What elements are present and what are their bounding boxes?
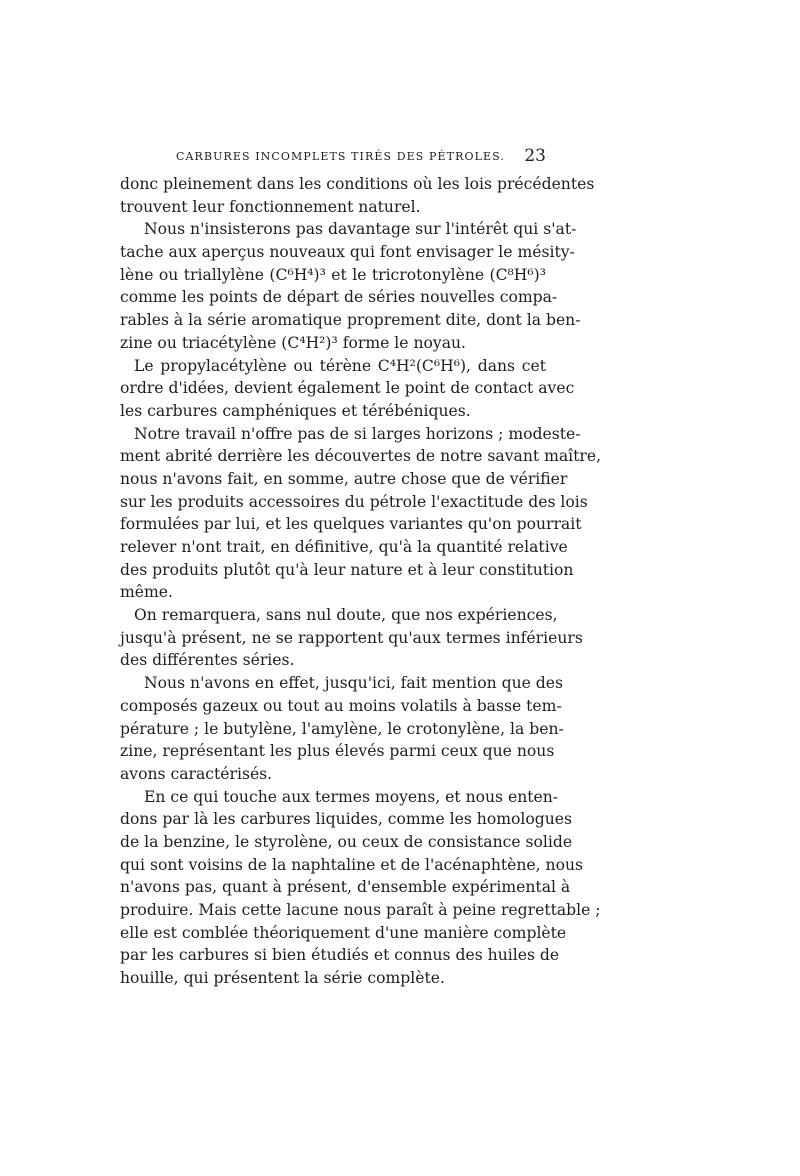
text-line: ment abrité derrière les découvertes de notre savant maître,: [120, 447, 602, 466]
text-line: Nous n'avons en effet, jusqu'ici, fait mention que des: [144, 674, 564, 693]
text-line: dons par là les carbures liquides, comme les homologues: [120, 810, 573, 829]
text-line: des produits plutôt qu'à leur nature et à leur constitution: [120, 560, 574, 579]
text-line: pérature ; le butylène, l'amylène, le crotonylène, la ben-: [120, 719, 564, 738]
text-line: rables à la série aromatique proprement dite, dont la ben-: [120, 311, 581, 330]
text-line: lène ou triallylène (C⁶H⁴)³ et le tricrotonylène (C⁸H⁶)³: [120, 265, 546, 284]
text-line: donc pleinement dans les conditions où les lois précédentes: [120, 175, 595, 193]
text-line: de la benzine, le styrolène, ou ceux de consistance solide: [120, 832, 573, 851]
text-line: composés gazeux ou tout au moins volatils à basse tem-: [120, 696, 562, 715]
text-line: Le propylacétylène ou térène C⁴H²(C⁶H⁶), dans cet: [134, 356, 546, 375]
text-line: houille, qui présentent la série complète.: [120, 969, 445, 988]
text-line: produire. Mais cette lacune nous paraît à peine regrettable ;: [120, 901, 601, 919]
text-line: On remarquera, sans nul doute, que nos expériences,: [134, 606, 558, 625]
text-line: trouvent leur fonctionnement naturel.: [120, 197, 421, 216]
text-line: elle est comblée théoriquement d'une manière complète: [120, 923, 567, 942]
text-line: des différentes séries.: [120, 651, 295, 670]
text-line: même.: [120, 583, 173, 602]
text-line: sur les produits accessoires du pétrole l'exactitude des lois: [120, 492, 588, 511]
running-head: CARBURES INCOMPLETS TIRÉS DES PÉTROLES.: [176, 150, 505, 163]
text-line: par les carbures si bien étudiés et connus des huiles de: [120, 946, 560, 965]
text-line: formulées par lui, et les quelques variantes qu'on pourrait: [120, 515, 582, 534]
text-line: nous n'avons fait, en somme, autre chose que de vérifier: [120, 469, 568, 488]
text-line: qui sont voisins de la naphtaline et de l'acénaphtène, nous: [120, 855, 584, 874]
text-line: comme les points de départ de séries nouvelles compa-: [120, 288, 558, 307]
text-line: ordre d'idées, devient également le point de contact avec: [120, 379, 575, 398]
page-number: 23: [524, 146, 546, 166]
text-line: En ce qui touche aux termes moyens, et nous enten-: [144, 787, 559, 806]
text-line: relever n'ont trait, en définitive, qu'à la quantité relative: [120, 538, 568, 556]
text-line: Notre travail n'offre pas de si larges horizons ; modeste-: [134, 424, 581, 443]
text-line: jusqu'à présent, ne se rapportent qu'aux termes inférieurs: [120, 628, 583, 647]
text-line: zine, représentant les plus élevés parmi ceux que nous: [120, 742, 555, 761]
text-line: zine ou triacétylène (C⁴H²)³ forme le noyau.: [120, 333, 467, 352]
body-text: [120, 173, 602, 990]
text-line: les carbures camphéniques et térébéniques.: [120, 401, 471, 420]
text-line: n'avons pas, quant à présent, d'ensemble expérimental à: [120, 878, 571, 897]
text-line: tache aux aperçus nouveaux qui font envisager le mésity-: [120, 243, 575, 262]
page-header: [120, 148, 546, 170]
text-line: Nous n'insisterons pas davantage sur l'intérêt qui s'at-: [144, 220, 577, 239]
text-line: avons caractérisés.: [120, 764, 273, 783]
